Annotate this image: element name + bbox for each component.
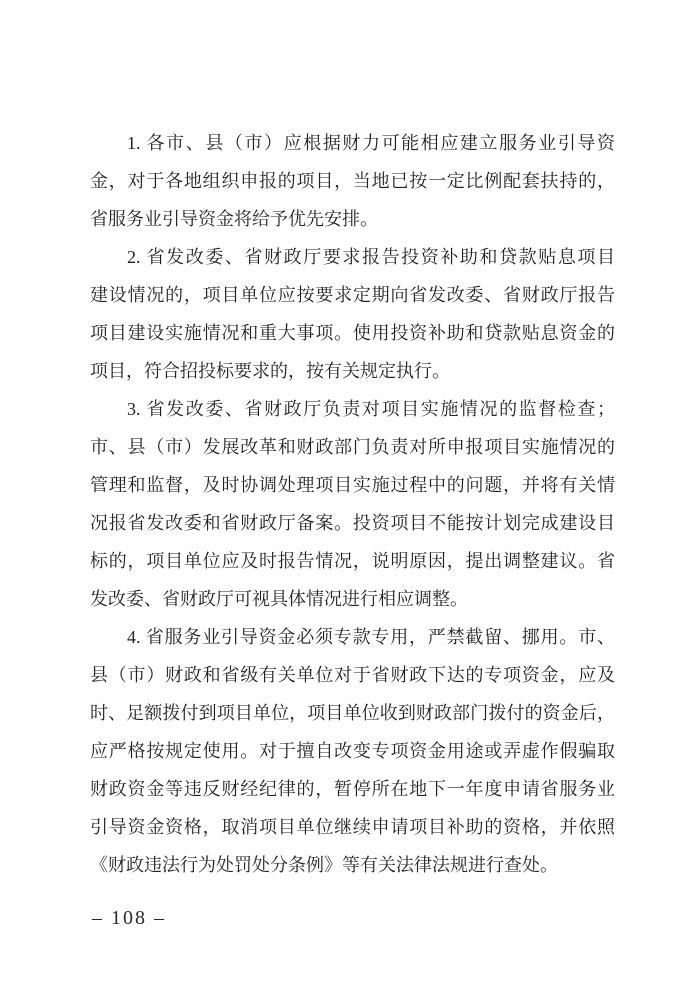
text-line: 应严格按规定使用。对于擅自改变专项资金用途或弄虚作假骗取 [90, 741, 615, 761]
text-line: 市、县（市）发展改革和财政部门负责对所申报项目实施情况的 [90, 437, 615, 457]
text-line: 况报省发改委和省财政厅备案。投资项目不能按计划完成建设目 [90, 513, 615, 533]
paragraph-2 [90, 238, 615, 390]
text-line: 管理和监督，及时协调处理项目实施过程中的问题，并将有关情 [90, 475, 615, 495]
text-line: 2. 省发改委、省财政厅要求报告投资补助和贷款贴息项目 [127, 247, 615, 267]
text-line: 建设情况的，项目单位应按要求定期向省发改委、省财政厅报告 [90, 285, 615, 305]
page-number: – 108 – [92, 907, 166, 929]
text-line: 标的，项目单位应及时报告情况，说明原因，提出调整建议。省 [90, 551, 615, 571]
text-line: 《财政违法行为处罚处分条例》等有关法律法规进行查处。 [90, 855, 558, 875]
text-line: 发改委、省财政厅可视具体情况进行相应调整。 [90, 589, 468, 609]
page-footer [92, 903, 166, 933]
text-line: 4. 省服务业引导资金必须专款专用，严禁截留、挪用。市、 [127, 627, 615, 647]
paragraph-4 [90, 618, 615, 884]
text-line: 财政资金等违反财经纪律的，暂停所在地下一年度申请省服务业 [90, 779, 615, 799]
text-line: 项目建设实施情况和重大事项。使用投资补助和贷款贴息资金的 [90, 323, 615, 343]
text-line: 引导资金资格，取消项目单位继续申请项目补助的资格，并依照 [90, 817, 615, 837]
text-line: 项目，符合招投标要求的，按有关规定执行。 [90, 361, 450, 381]
paragraph-1 [90, 124, 615, 238]
text-line: 县（市）财政和省级有关单位对于省财政下达的专项资金，应及 [90, 665, 615, 685]
document-body [90, 124, 615, 884]
text-line: 金，对于各地组织申报的项目，当地已按一定比例配套扶持的， [90, 171, 615, 191]
text-line: 3. 省发改委、省财政厅负责对项目实施情况的监督检查； [127, 399, 615, 419]
text-line: 省服务业引导资金将给予优先安排。 [90, 209, 378, 229]
text-line: 时、足额拨付到项目单位，项目单位收到财政部门拨付的资金后， [90, 703, 615, 723]
text-line: 1. 各市、县（市）应根据财力可能相应建立服务业引导资 [127, 133, 615, 153]
paragraph-3 [90, 390, 615, 618]
